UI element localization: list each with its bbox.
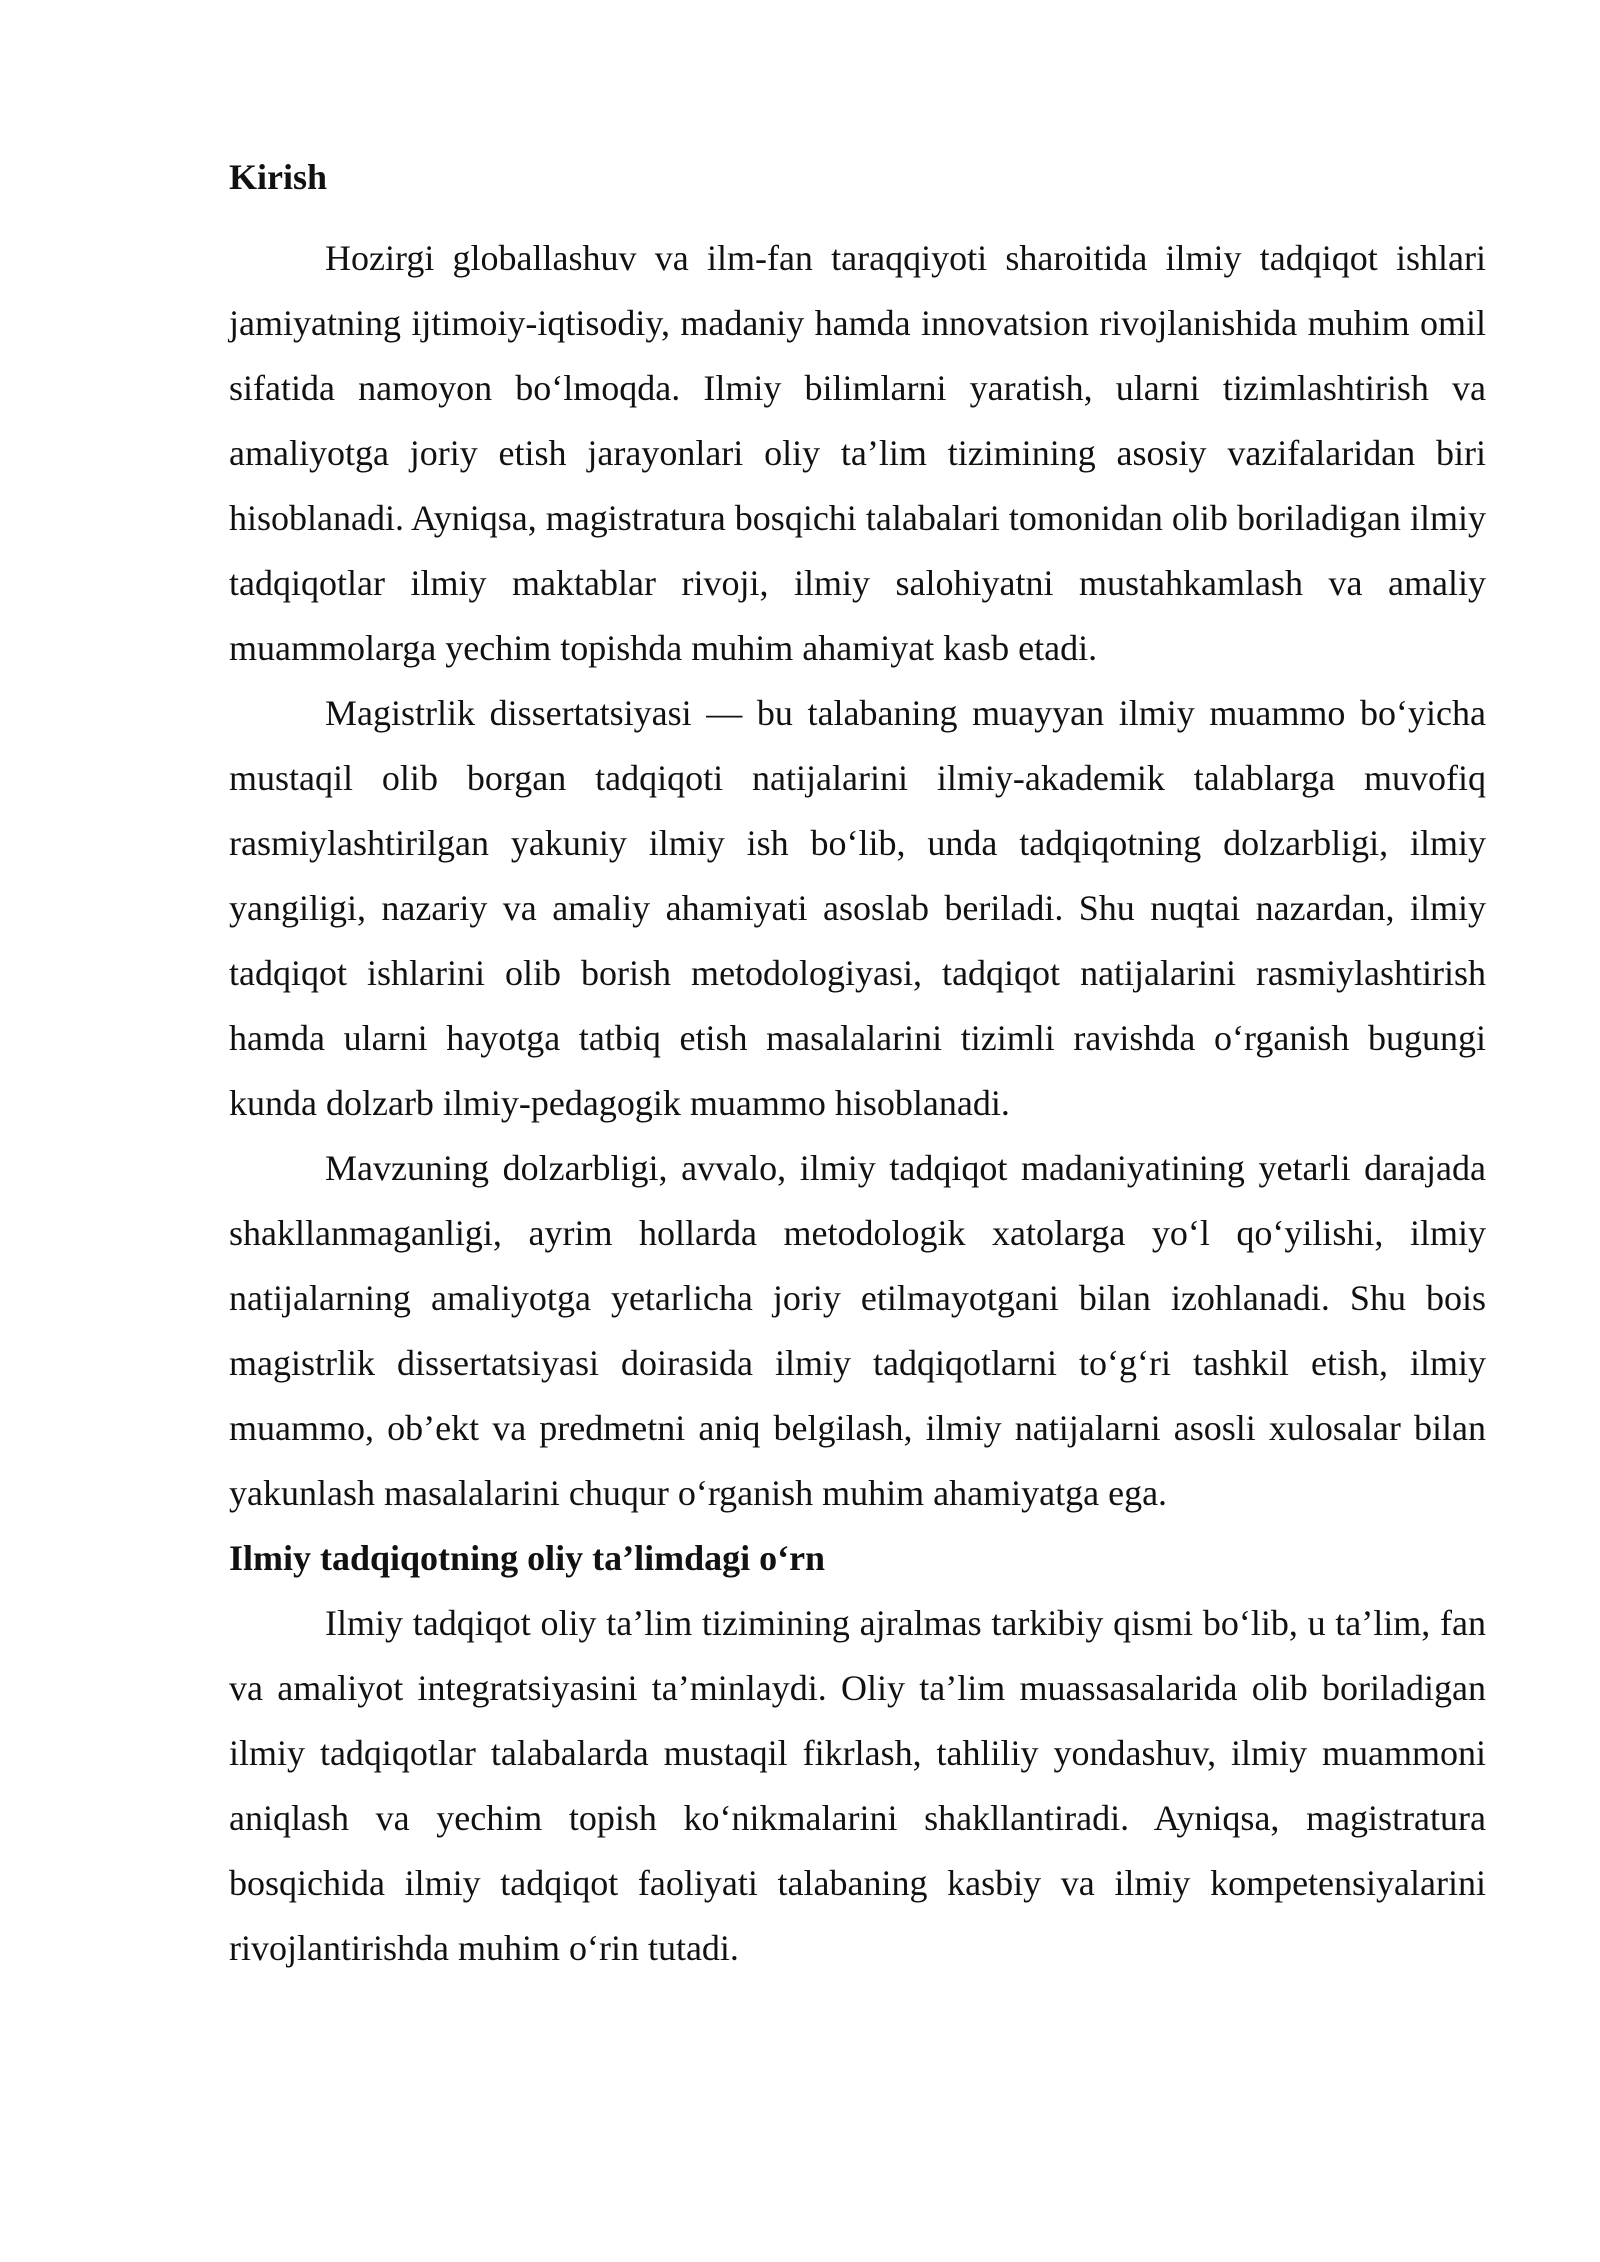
section-paragraph-1: Ilmiy tadqiqot oliy ta’lim tizimining ajralmas tarkibiy qismi bo‘lib, u ta’lim, fan va amaliyot integratsiyasini ta’minlaydi. Oliy ta’lim muassasalarida olib boriladigan ilmiy tadqiqotlar talabalarda mustaqil fikrlash, tahliliy yondashuv, ilmiy muammoni aniqlash va yechim topish ko‘nikmalarini shakllantiradi. Ayniqsa, magistratura bosqichida ilmiy tadqiqot faoliyati talabaning kasbiy va ilmiy kompetensiyalarini rivojlantirishda muhim o‘rin tutadi. (229, 1603, 1486, 1968)
intro-heading: Kirish (229, 157, 328, 197)
intro-paragraph-3: Mavzuning dolzarbligi, avvalo, ilmiy tadqiqot madaniyatining yetarli darajada shakllanmaganligi, ayrim hollarda metodologik xatolarga yo‘l qo‘yilishi, ilmiy natijalarning amaliyotga yetarlicha joriy etilmayotgani bilan izohlanadi. Shu bois magistrlik dissertatsiyasi doirasida ilmiy tadqiqotlarni to‘g‘ri tashkil etish, ilmiy muammo, ob’ekt va predmetni aniq belgilash, ilmiy natijalarni asosli xulosalar bilan yakunlash masalalarini chuqur o‘rganish muhim ahamiyatga ega. (229, 1148, 1486, 1513)
intro-paragraph-1: Hozirgi globallashuv va ilm-fan taraqqiyoti sharoitida ilmiy tadqiqot ishlari jamiyatning ijtimoiy-iqtisodiy, madaniy hamda innovatsion rivojlanishida muhim omil sifatida namoyon bo‘lmoqda. Ilmiy bilimlarni yaratish, ularni tizimlashtirish va amaliyotga joriy etish jarayonlari oliy ta’lim tizimining asosiy vazifalaridan biri hisoblanadi. Ayniqsa, magistratura bosqichi talabalari tomonidan olib boriladigan ilmiy tadqiqotlar ilmiy maktablar rivoji, ilmiy salohiyatni mustahkamlash va amaliy muammolarga yechim topishda muhim ahamiyat kasb etadi. (229, 238, 1486, 668)
intro-paragraph-2: Magistrlik dissertatsiyasi — bu talabaning muayyan ilmiy muammo bo‘yicha mustaqil olib borgan tadqiqoti natijalarini ilmiy-akademik talablarga muvofiq rasmiylashtirilgan yakuniy ilmiy ish bo‘lib, unda tadqiqotning dolzarbligi, ilmiy yangiligi, nazariy va amaliy ahamiyati asoslab beriladi. Shu nuqtai nazardan, ilmiy tadqiqot ishlarini olib borish metodologiyasi, tadqiqot natijalarini rasmiylashtirish hamda ularni hayotga tatbiq etish masalalarini tizimli ravishda o‘rganish bugungi kunda dolzarb ilmiy-pedagogik muammo hisoblanadi. (229, 693, 1486, 1123)
section-heading: Ilmiy tadqiqotning oliy ta’limdagi o‘rn (229, 1538, 826, 1578)
page-content (229, 145, 1486, 1981)
